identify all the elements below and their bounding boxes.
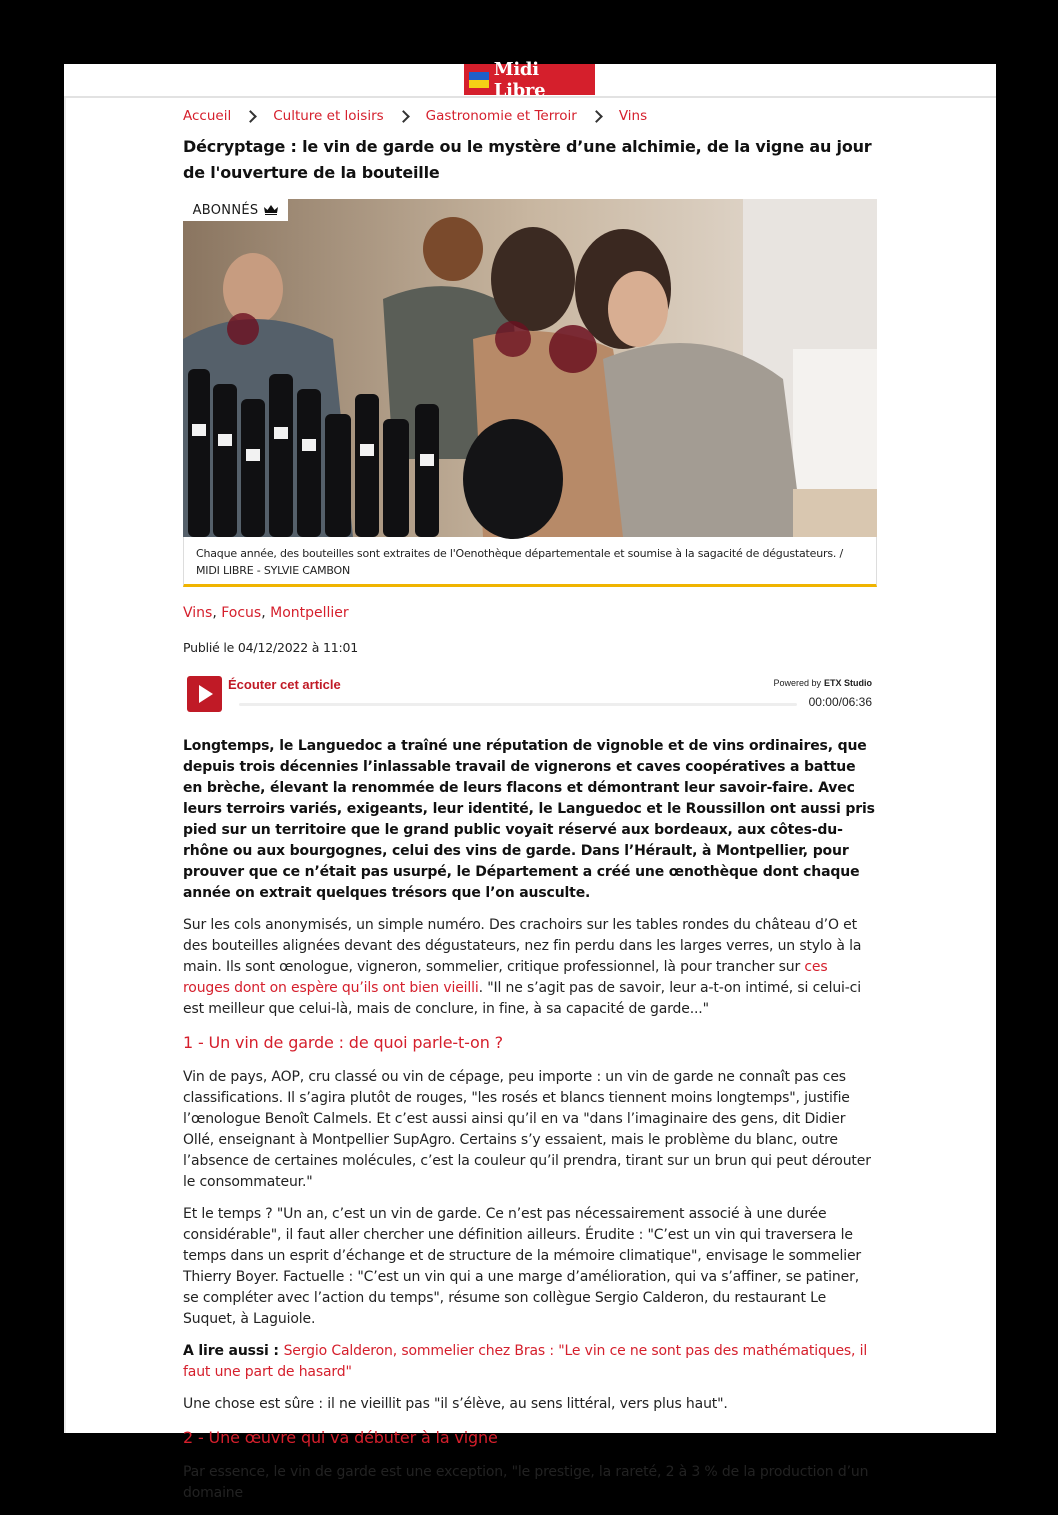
text: Sur les cols anonymisés, un simple numéro. Des crachoirs sur les tables rondes du château d’O et des bouteilles alignées devant des dégustateurs, nez fin perdu dans les larges verres, un stylo à la main. Ils sont œnologue, vigneron, sommelier, critique professionnel, là pour trancher sur [183, 917, 862, 975]
paragraph: Et le temps ? "Un an, c’est un vin de garde. Ce n’est pas nécessairement associé à une durée considérable", il faut aller chercher une définition ailleurs. Érudite : "C’est un vin qui traversera le temps dans un esprit d’échange et de structure de la mémoire climatique", envisage le sommelier Thierry Boyer. Factuelle : "C’est un vin qui a une marge d’amélioration, qui va s’affiner, se patiner, se compléter avec l’action du temps", résume son collègue Sergio Calderon, du restaurant Le Suquet, à Laguiole. [183, 1206, 862, 1327]
chevron-right-icon [590, 110, 603, 123]
ukraine-flag-icon [469, 72, 489, 88]
tag-vins[interactable]: Vins [183, 605, 213, 621]
publish-date: Publié le 04/12/2022 à 11:01 [183, 640, 358, 655]
article-photo[interactable] [183, 199, 877, 537]
crown-icon [264, 205, 278, 215]
breadcrumb-item-culture[interactable]: Culture et loisirs [273, 108, 384, 124]
page [64, 58, 996, 1501]
audio-progress-track[interactable] [239, 703, 797, 706]
paragraph [183, 915, 877, 1020]
audio-time: 00:00/06:36 [808, 695, 872, 709]
read-also [183, 1341, 877, 1383]
breadcrumb-item-vins[interactable]: Vins [618, 108, 648, 124]
read-also-label: A lire aussi : [183, 1343, 284, 1359]
text: . "Il ne s’agit pas de savoir, leur a-t-on intimé, si celui-ci est meilleur que celui-là, mais de conclure, in fine, à sa capacité de garde..." [183, 980, 861, 1017]
inline-link[interactable]: ces rouges dont on espère qu’ils ont bien vieilli [183, 959, 828, 996]
section-heading: 2 - Une œuvre qui va débuter à la vigne [183, 1428, 498, 1447]
article-body [183, 736, 877, 1515]
play-icon[interactable] [187, 676, 222, 712]
powered-brand: ETX Studio [824, 678, 872, 688]
brand-name: Midi Libre [493, 58, 546, 101]
read-also-link[interactable]: Sergio Calderon, sommelier chez Bras : "Le vin ce ne sont pas des mathématiques, il faut une part de hasard" [183, 1343, 868, 1380]
chevron-right-icon [397, 110, 410, 123]
lead-paragraph: Longtemps, le Languedoc a traîné une réputation de vignoble et de vins ordinaires, que depuis trois décennies l’inlassable travail de vignerons et caves coopératives a battue en brèche, élevant la renommée de leurs flacons et démontrant leur savoir-faire. Avec leurs terroirs variés, exigeants, leur identité, le Languedoc et le Roussillon ont aussi pris pied sur un territoire que le grand public voyait réservé aux bordeaux, aux côtes-du-rhône ou aux bourgognes, celui des vins de garde. Dans l’Hérault, à Montpellier, pour prouver que ce n’était pas usurpé, le Département a créé une œnothèque dont chaque année on extrait quelques trésors que l’on ausculte. [183, 738, 875, 901]
paragraph: Vin de pays, AOP, cru classé ou vin de cépage, peu importe : un vin de garde ne connaît pas ces classifications. Il s’agira plutôt de rouges, "les rosés et blancs tiennent moins longtemps", justifie l’œnologue Benoît Calmels. Et c’est aussi ainsi qu’il en va "dans l’imaginaire des gens, dit Didier Ollé, enseignant à Montpellier SupAgro. Certains s’y essaient, mais le problème du blanc, outre l’absence de certaines molécules, c’est la couleur qu’il prendra, tirant sur un brun qui peut dérouter le consommateur." [183, 1069, 871, 1190]
badge-label: ABONNÉS [192, 202, 259, 218]
tag-montpellier[interactable]: Montpellier [270, 605, 349, 621]
tag-focus[interactable]: Focus [221, 605, 262, 621]
breadcrumb-item-accueil[interactable]: Accueil [183, 108, 232, 124]
brand-logo[interactable] [464, 58, 595, 101]
powered-by-label: Powered by [773, 678, 821, 688]
powered-by [773, 678, 872, 688]
wine-tasting-photo [183, 199, 877, 537]
listen-label[interactable]: Écouter cet article [228, 677, 341, 692]
masthead [64, 58, 996, 101]
breadcrumb-item-gastronomie[interactable]: Gastronomie et Terroir [425, 108, 577, 124]
section-heading: 1 - Un vin de garde : de quoi parle-t-on ? [183, 1033, 503, 1052]
chevron-right-icon [244, 110, 257, 123]
tag-list: Vins, Focus, Montpellier [183, 605, 349, 621]
breadcrumb [183, 108, 647, 124]
paragraph: Une chose est sûre : il ne vieillit pas "il s’élève, au sens littéral, vers plus haut". [183, 1396, 728, 1412]
caption-text: Chaque année, des bouteilles sont extraites de l'Oenothèque départementale et soumise à la sagacité de dégustateurs. / MIDI LIBRE - SYLVIE CAMBON [196, 547, 843, 577]
audio-player [183, 671, 877, 721]
subscriber-badge [183, 199, 288, 221]
divider [64, 98, 66, 1433]
article-title: Décryptage : le vin de garde ou le mystère d’une alchimie, de la vigne au jour de l'ouverture de la bouteille [183, 137, 872, 182]
photo-caption [183, 537, 877, 587]
paragraph: Par essence, le vin de garde est une exception, "le prestige, la rareté, 2 à 3 % de la production d’un domaine [183, 1464, 869, 1501]
